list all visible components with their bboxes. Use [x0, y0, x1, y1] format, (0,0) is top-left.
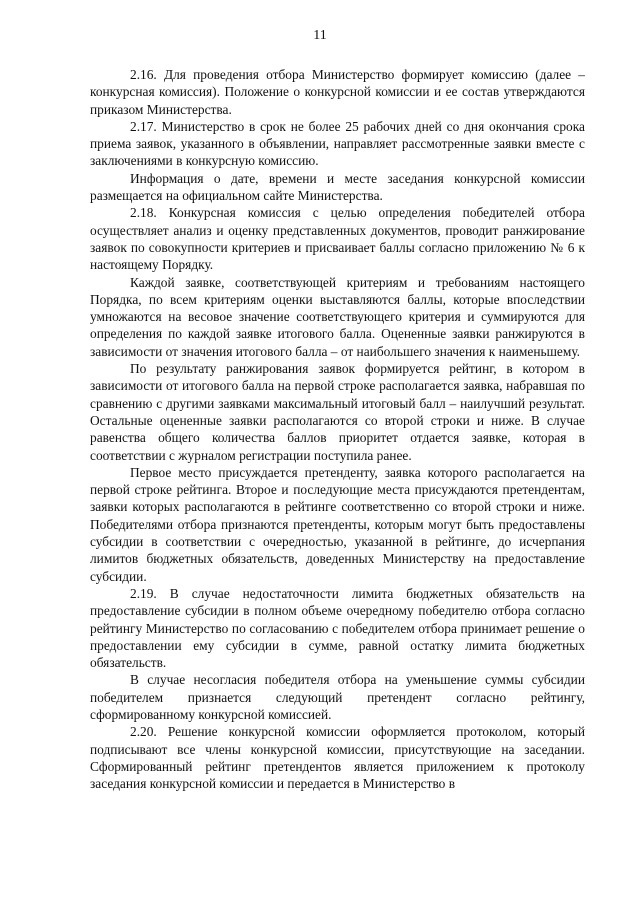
paragraph-places: Первое место присуждается претенденту, заявка которого располагается на первой строке рейтинга. Второе и последующие места присуждаются претендентам, заявки которых располагаются в рейтинге соответственно со второй строки и ниже. Победителями отбора признаются претенденты, которым могут быть предоставлены субсидии в соответствии с очередностью, указанной в рейтинге, до исчерпания лимитов бюджетных обязательств, доведенных Министерству на предоставление субсидии.: [90, 464, 585, 584]
paragraph-2-19: 2.19. В случае недостаточности лимита бюджетных обязательств на предоставление субсидии в полном объеме очередному победителю отбора согласно рейтингу Министерство по согласованию с победителем отбора принимает решение о предоставлении ему субсидии в сумме, равной остатку лимита бюджетных обязательств.: [90, 585, 585, 671]
paragraph-scoring: Каждой заявке, соответствующей критериям и требованиям настоящего Порядка, по всем критериям оценки выставляются баллы, которые впоследствии умножаются на весовое значение соответствующего критерия и суммируются для определения по каждой заявке итогового балла. Оцененные заявки ранжируются в зависимости от значения итогового балла – от наибольшего значения к наименьшему.: [90, 274, 585, 359]
paragraph-meeting-info: Информация о дате, времени и месте заседания конкурсной комиссии размещается на официальном сайте Министерства.: [90, 170, 585, 204]
paragraph-2-16: 2.16. Для проведения отбора Министерство формирует комиссию (далее – конкурсная комиссия). Положение о конкурсной комиссии и ее состав утверждаются приказом Министерства.: [90, 67, 585, 117]
page-number: 11: [313, 28, 327, 43]
paragraph-2-20: 2.20. Решение конкурсной комиссии оформляется протоколом, который подписывают все члены конкурсной комиссии, присутствующие на заседании. Сформированный рейтинг претендентов является приложением к протоколу заседания конкурсной комиссии и передается в Министерство в: [90, 724, 585, 792]
paragraph-disagreement: В случае несогласия победителя отбора на уменьшение суммы субсидии победителем признается следующий претендент согласно рейтингу, сформированному конкурсной комиссией.: [90, 672, 585, 722]
paragraph-2-17: 2.17. Министерство в срок не более 25 рабочих дней со дня окончания срока приема заявок, указанного в объявлении, направляет рассмотренные заявки вместе с заключениями в конкурсную комиссию.: [90, 118, 585, 169]
paragraph-rating: По результату ранжирования заявок формируется рейтинг, в котором в зависимости от итогового балла на первой строке располагается заявка, набравшая по сравнению с другими заявками максимальный итоговый балл – наилучший результат. Остальные оцененные заявки располагаются со второй строки и ниже. В случае равенства общего количества баллов приоритет отдается заявке, которая в соответствии с журналом регистрации поступила ранее.: [90, 361, 585, 463]
paragraph-2-18: 2.18. Конкурсная комиссия с целью определения победителей отбора осуществляет анализ и оценку представленных документов, проводит ранжирование заявок по совокупности критериев и присваивает баллы согласно приложению № 6 к настоящему Порядку.: [90, 205, 585, 273]
document-body: [90, 66, 585, 792]
